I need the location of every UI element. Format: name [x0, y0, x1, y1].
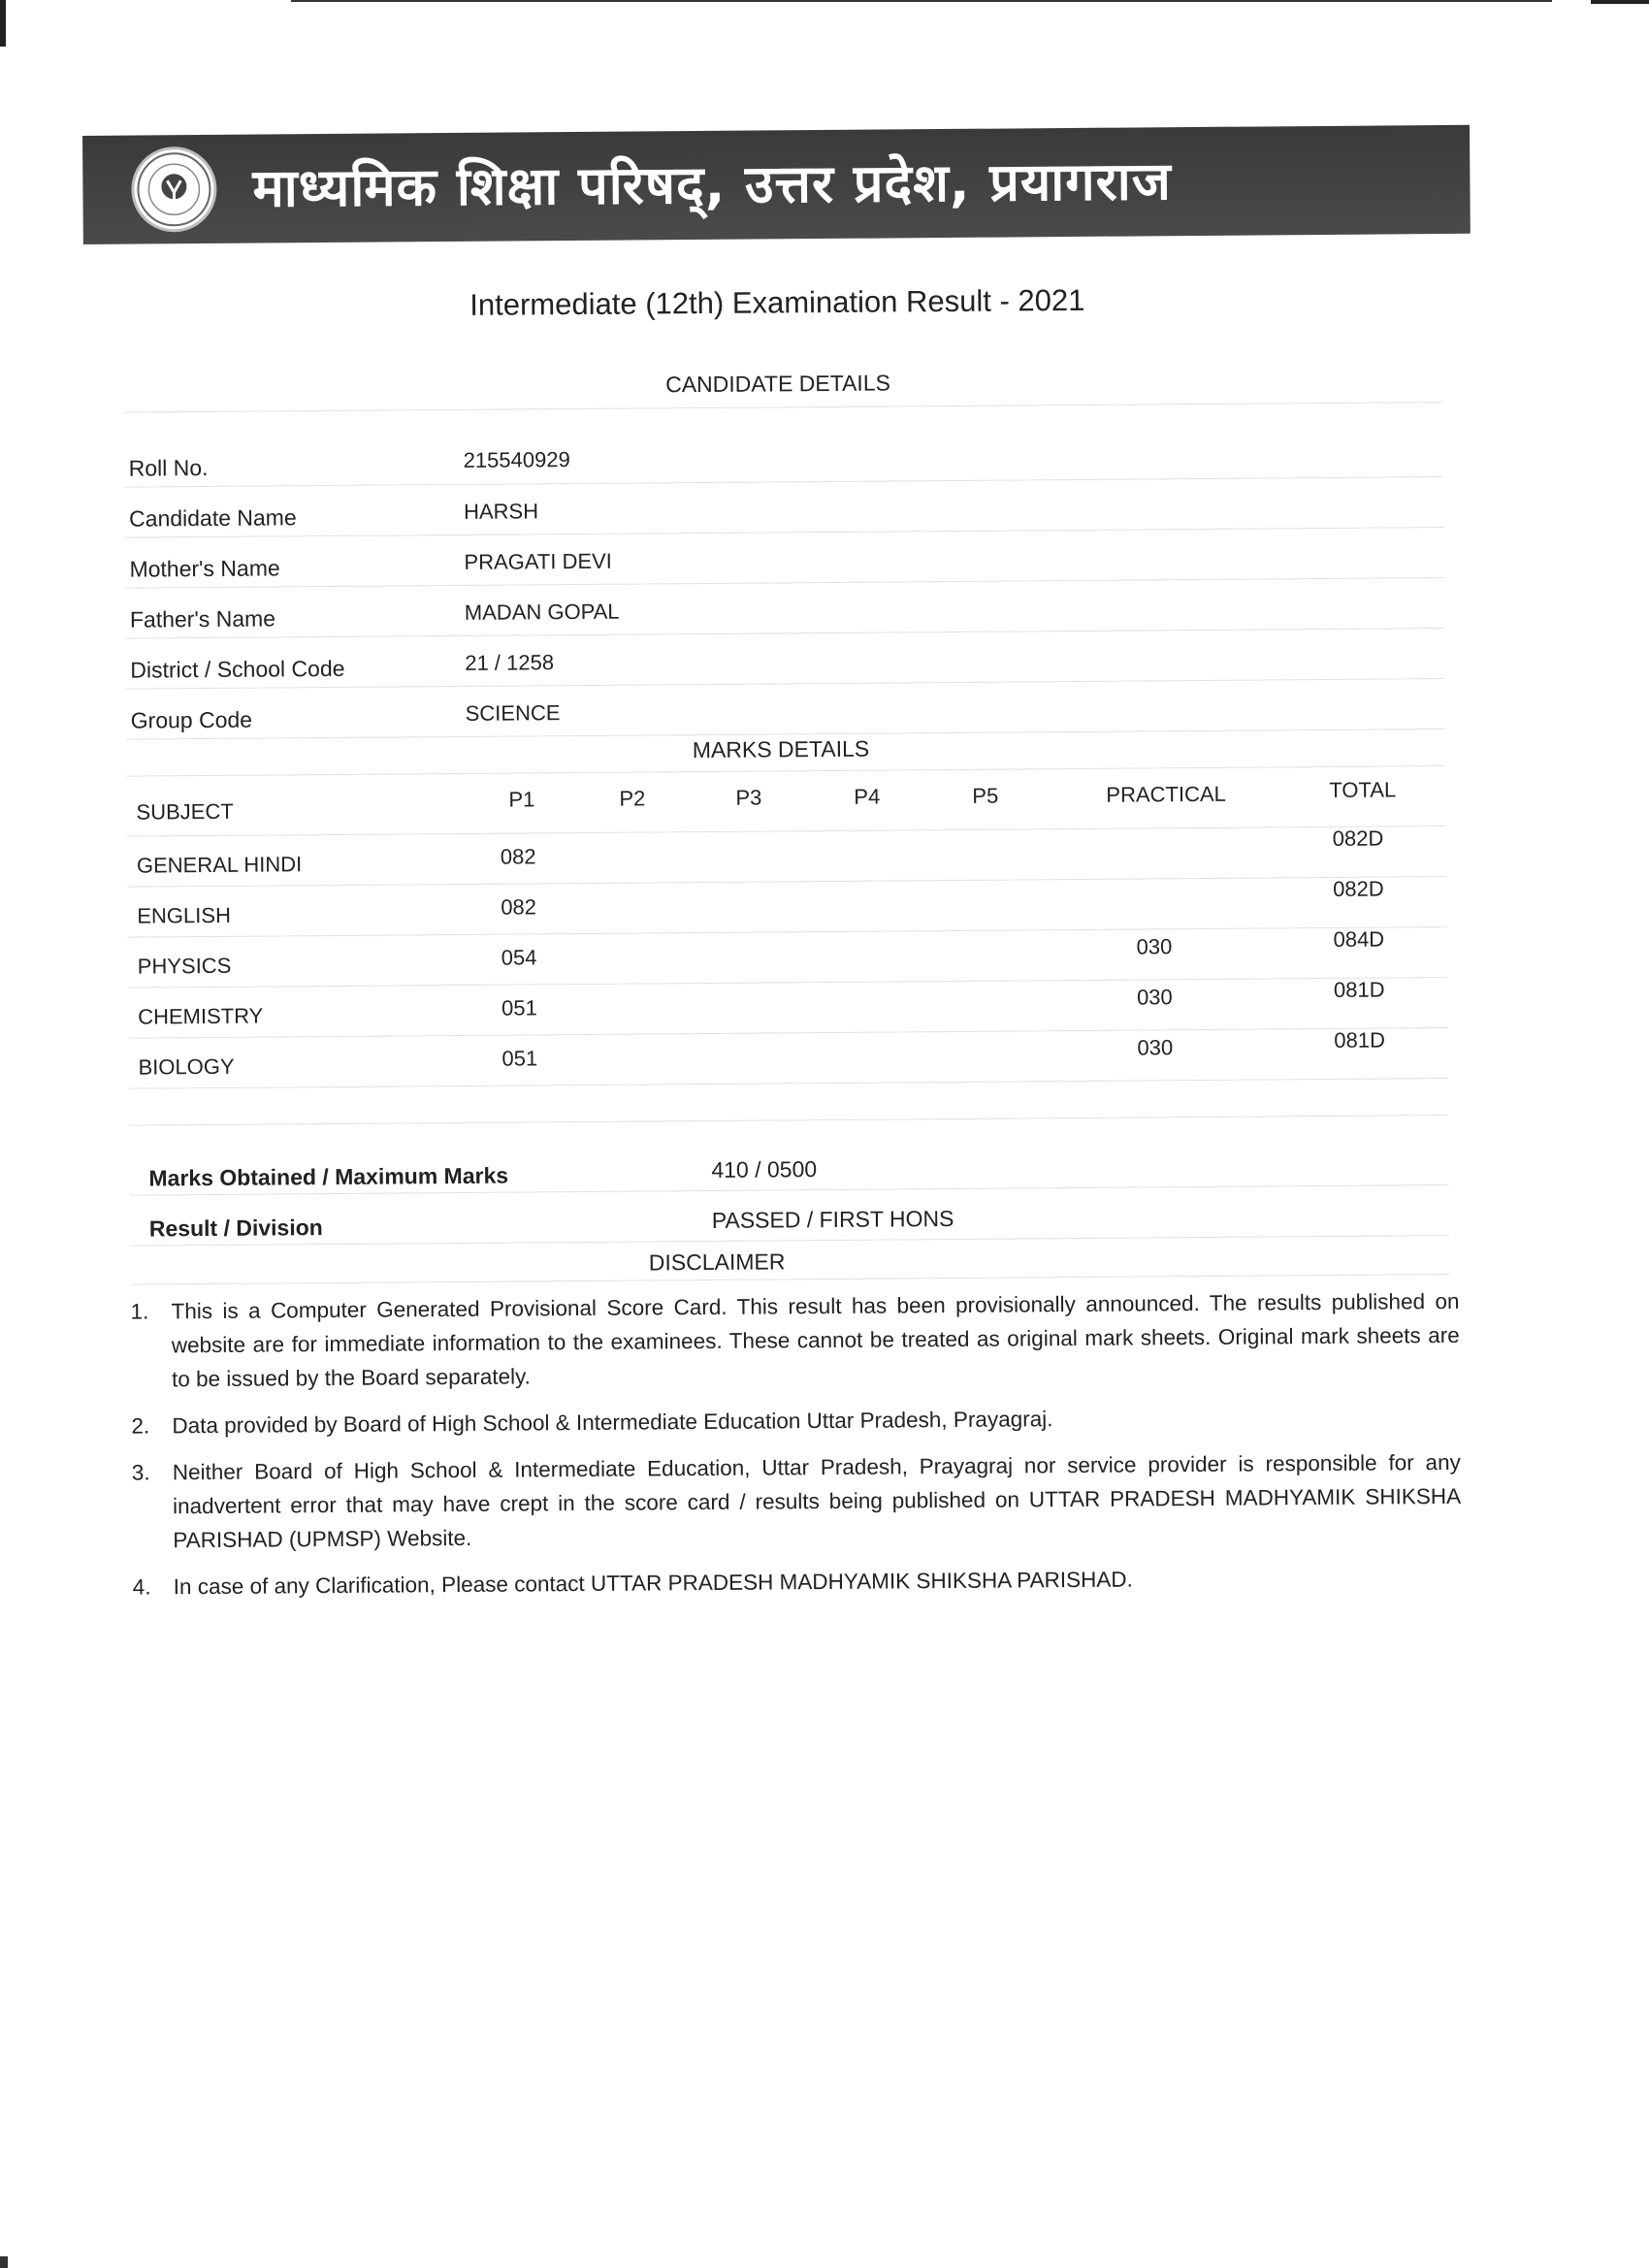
col-total-header: TOTAL	[1329, 777, 1397, 802]
col-subject-header: SUBJECT	[136, 798, 234, 825]
disclaimer-item-number: 2.	[131, 1413, 150, 1439]
subject-cell: CHEMISTRY	[138, 1003, 264, 1029]
board-seal-icon	[131, 146, 217, 233]
divider	[129, 1115, 1448, 1126]
disclaimer-item-number: 3.	[131, 1460, 150, 1485]
roll-no-value: 215540929	[463, 447, 570, 472]
divider	[124, 527, 1443, 538]
fathers-name-value: MADAN GOPAL	[464, 599, 620, 625]
subject-cell: PHYSICS	[137, 953, 232, 979]
practical-cell: 030	[1136, 985, 1173, 1010]
fathers-name-label: Father's Name	[129, 605, 276, 632]
group-code-value: SCIENCE	[465, 700, 561, 726]
school-code-value: 21 / 1258	[465, 650, 555, 675]
p1-cell: 082	[501, 894, 537, 920]
total-cell: 082D	[1332, 826, 1384, 851]
subject-cell: GENERAL HINDI	[136, 852, 303, 878]
school-code-label: District / School Code	[130, 655, 345, 683]
scan-edge-mark	[1591, 0, 1649, 4]
scan-edge-line	[291, 0, 1552, 2]
divider	[123, 402, 1442, 413]
practical-cell: 030	[1136, 934, 1173, 959]
scan-edge-mark	[0, 0, 6, 47]
mothers-name-label: Mother's Name	[129, 555, 280, 582]
board-name: माध्यमिक शिक्षा परिषद्, उत्तर प्रदेश, प्रयागराज	[252, 150, 1173, 219]
disclaimer-item	[132, 1445, 1462, 1558]
divider	[126, 765, 1445, 777]
divider	[127, 826, 1446, 837]
disclaimer-item	[133, 1560, 1462, 1604]
disclaimer-item	[131, 1399, 1460, 1443]
divider	[124, 476, 1443, 488]
col-practical-header: PRACTICAL	[1106, 781, 1226, 807]
disclaimer-item-text: In case of any Clarification, Please contact UTTAR PRADESH MADHYAMIK SHIKSHA PARISHAD.	[173, 1567, 1133, 1600]
candidate-name-value: HARSH	[463, 499, 539, 524]
disclaimer-list	[130, 1284, 1462, 1617]
total-cell: 081D	[1334, 1027, 1386, 1053]
total-cell: 084D	[1333, 926, 1385, 952]
exam-title: Intermediate (12th) Examination Result - 2021	[469, 282, 1085, 322]
total-cell: 082D	[1333, 876, 1384, 901]
result-division-value: PASSED / FIRST HONS	[711, 1205, 954, 1233]
col-p2-header: P2	[619, 786, 646, 811]
total-cell: 081D	[1333, 977, 1385, 1002]
divider	[128, 1027, 1447, 1039]
divider	[125, 577, 1444, 589]
col-p4-header: P4	[854, 784, 881, 809]
col-p3-header: P3	[735, 785, 762, 810]
practical-cell: 030	[1137, 1035, 1174, 1060]
result-sheet	[82, 125, 1482, 1766]
disclaimer-item-text: Neither Board of High School & Intermediate Education, Uttar Pradesh, Prayagraj nor service provider is responsible for any inadvertent error that may have crept in the score card / results being published on UTTAR PRADESH MADHYAMIK SHIKSHA PARISHAD (UPMSP) Website.	[172, 1449, 1462, 1553]
p1-cell: 051	[501, 995, 537, 1021]
marks-details-heading: MARKS DETAILS	[692, 735, 870, 763]
divider	[129, 1078, 1448, 1089]
disclaimer-item-text: This is a Computer Generated Provisional Score Card. This result has been provisionally announced. The results published on website are for immediate information to the examinees. These cannot be treated as original mark sheets. Original mark sheets are to be issued by the Board separately.	[171, 1288, 1460, 1392]
divider	[127, 926, 1446, 938]
subject-cell: ENGLISH	[137, 902, 232, 928]
disclaimer-item	[130, 1284, 1460, 1397]
col-p1-header: P1	[508, 787, 535, 812]
marks-obtained-label: Marks Obtained / Maximum Marks	[148, 1162, 509, 1191]
p1-cell: 082	[500, 844, 536, 869]
divider	[125, 628, 1444, 639]
candidate-details-heading: CANDIDATE DETAILS	[665, 370, 891, 398]
group-code-label: Group Code	[130, 706, 253, 733]
candidate-name-label: Candidate Name	[128, 504, 297, 532]
header-banner	[82, 125, 1471, 244]
divider	[127, 876, 1446, 888]
disclaimer-item-number: 1.	[130, 1299, 149, 1324]
mothers-name-value: PRAGATI DEVI	[464, 548, 612, 574]
roll-no-label: Roll No.	[128, 454, 209, 481]
disclaimer-heading: DISCLAIMER	[648, 1248, 786, 1276]
scan-edge-mark	[0, 2256, 8, 2268]
disclaimer-item-text: Data provided by Board of High School & Intermediate Education Uttar Pradesh, Prayagraj.	[172, 1407, 1053, 1439]
subject-cell: BIOLOGY	[138, 1053, 235, 1080]
p1-cell: 051	[501, 1046, 538, 1071]
p1-cell: 054	[501, 945, 537, 970]
marks-obtained-value: 410 / 0500	[711, 1156, 818, 1183]
col-p5-header: P5	[972, 783, 999, 808]
disclaimer-item-number: 4.	[132, 1574, 151, 1600]
divider	[128, 977, 1447, 988]
result-division-label: Result / Division	[148, 1215, 323, 1242]
